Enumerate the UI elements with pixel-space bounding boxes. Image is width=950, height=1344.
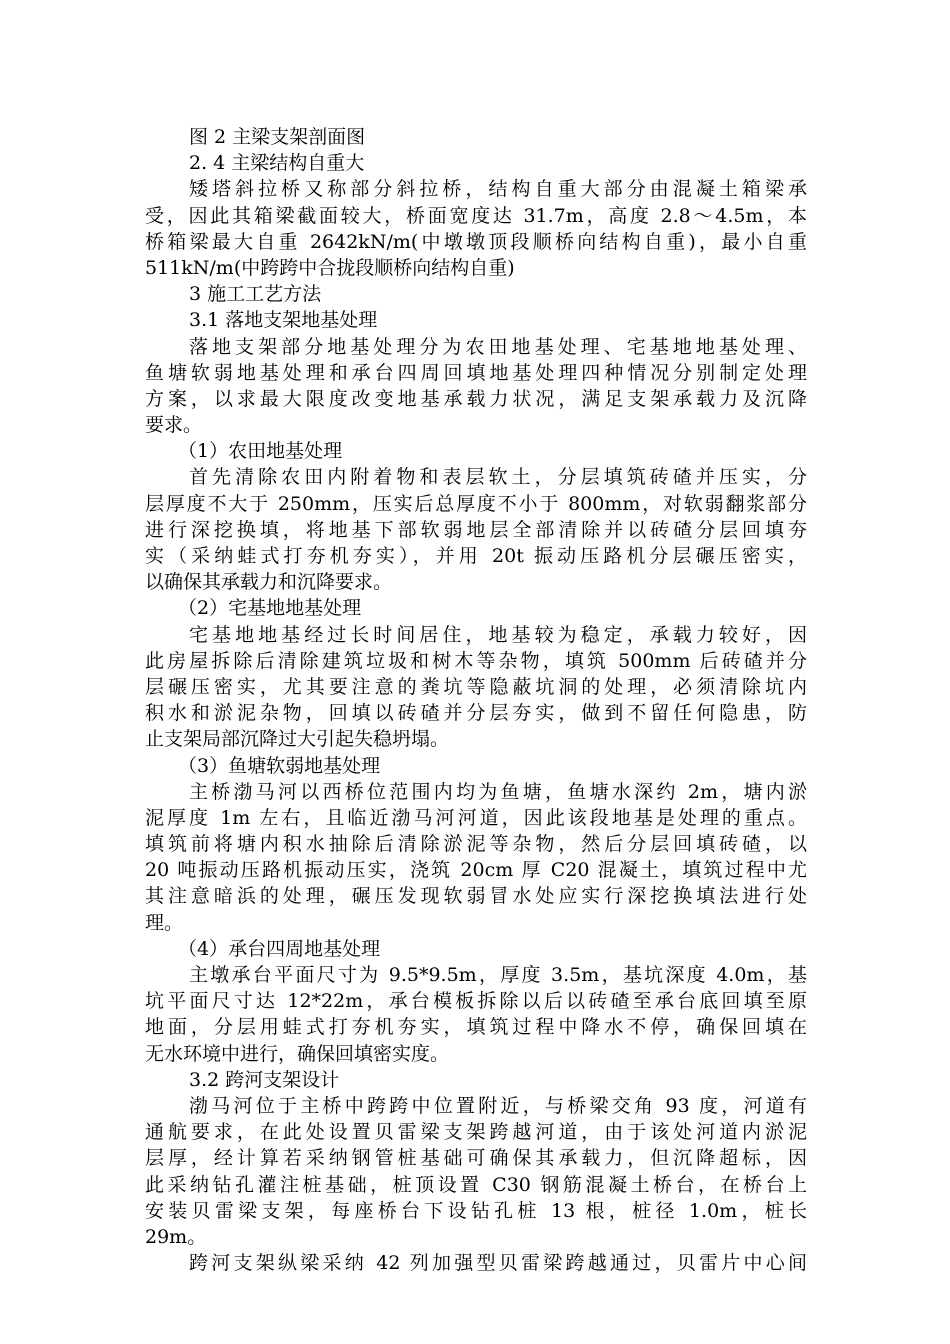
text-line: 渤马河位于主桥中跨跨中位置附近，与桥梁交角 93 度，河道有 bbox=[189, 1094, 807, 1117]
text-line: 积水和淤泥杂物，回填以砖碴并分层夯实，做到不留任何隐患，防 bbox=[145, 702, 807, 725]
text-line: 止支架局部沉降过大引起失稳坍塌。 bbox=[145, 728, 450, 751]
text-line: （4）承台四周地基处理 bbox=[178, 937, 381, 960]
text-line: 填筑前将塘内积水抽除后清除淤泥等杂物，然后分层回填砖碴，以 bbox=[145, 833, 807, 856]
text-line: 层碾压密实，尤其要注意的粪坑等隐蔽坑洞的处理，必须清除坑内 bbox=[145, 675, 807, 698]
text-line: 此房屋拆除后清除建筑垃圾和树木等杂物，填筑 500mm 后砖碴并分 bbox=[145, 649, 807, 672]
text-line: 图 2 主梁支架剖面图 bbox=[189, 126, 366, 148]
text-line: 无水环境中进行，确保回填密实度。 bbox=[145, 1042, 450, 1065]
text-line: 3.1 落地支架地基处理 bbox=[189, 309, 378, 332]
text-line: 进行深挖换填，将地基下部软弱地层全部清除并以砖碴分层回填夯 bbox=[145, 518, 807, 541]
text-line: 矮塔斜拉桥又称部分斜拉桥，结构自重大部分由混凝土箱梁承 bbox=[189, 178, 807, 201]
text-line: 20 吨振动压路机振动压实，浇筑 20cm 厚 C20 混凝土，填筑过程中尤 bbox=[145, 859, 807, 882]
text-line: 鱼塘软弱地基处理和承台四周回填地基处理四种情况分别制定处理 bbox=[145, 361, 807, 384]
text-line: （3）鱼塘软弱地基处理 bbox=[178, 754, 381, 777]
text-line: 安装贝雷梁支架，每座桥台下设钻孔桩 13 根，桩径 1.0m，桩长 bbox=[145, 1199, 807, 1222]
text-line: 跨河支架纵梁采纳 42 列加强型贝雷梁跨越通过，贝雷片中心间 bbox=[189, 1252, 807, 1275]
text-line: 桥箱梁最大自重 2642kN/m(中墩墩顶段顺桥向结构自重)，最小自重 bbox=[145, 230, 807, 253]
text-line: 首先清除农田内附着物和表层软土，分层填筑砖碴并压实，分 bbox=[189, 466, 807, 489]
text-line: 主墩承台平面尺寸为 9.5*9.5m，厚度 3.5m，基坑深度 4.0m，基 bbox=[189, 964, 807, 986]
text-line: 其注意暗浜的处理，碾压发现软弱冒水处应实行深挖换填法进行处 bbox=[145, 885, 807, 908]
text-line: 宅基地地基经过长时间居住，地基较为稳定，承载力较好，因 bbox=[189, 623, 807, 646]
text-line: 层厚度不大于 250mm，压实后总厚度不小于 800mm，对软弱翻浆部分 bbox=[145, 492, 807, 515]
text-line: 2. 4 主梁结构自重大 bbox=[189, 152, 365, 175]
text-line: 以确保其承载力和沉降要求。 bbox=[145, 571, 393, 594]
text-line: 29m。 bbox=[145, 1225, 207, 1248]
text-line: 此采纳钻孔灌注桩基础，桩顶设置 C30 钢筋混凝土桥台，在桥台上 bbox=[145, 1173, 807, 1196]
text-line: 层厚，经计算若采纳钢管桩基础可确保其承载力，但沉降超标，因 bbox=[145, 1147, 807, 1170]
text-line: （1）农田地基处理 bbox=[178, 440, 343, 463]
text-line: 主桥渤马河以西桥位范围内均为鱼塘，鱼塘水深约 2m，塘内淤 bbox=[189, 780, 807, 803]
text-line: 落地支架部分地基处理分为农田地基处理、宅基地地基处理、 bbox=[189, 335, 807, 358]
text-line: 地面，分层用蛙式打夯机夯实，填筑过程中降水不停，确保回填在 bbox=[145, 1016, 807, 1039]
text-line: 理。 bbox=[145, 911, 184, 934]
text-line: 坑平面尺寸达 12*22m，承台模板拆除以后以砖碴至承台底回填至原 bbox=[145, 990, 807, 1013]
text-line: （2）宅基地地基处理 bbox=[178, 597, 362, 620]
text-line: 实（采纳蛙式打夯机夯实），并用 20t 振动压路机分层碾压密实， bbox=[145, 545, 807, 567]
text-line: 泥厚度 1m 左右，且临近渤马河河道，因此该段地基是处理的重点。 bbox=[145, 806, 807, 829]
text-line: 通航要求，在此处设置贝雷梁支架跨越河道，由于该处河道内淤泥 bbox=[145, 1121, 807, 1144]
text-line: 3.2 跨河支架设计 bbox=[189, 1068, 340, 1091]
text-line: 要求。 bbox=[145, 414, 203, 437]
document-body bbox=[145, 124, 807, 1276]
text-line: 方案，以求最大限度改变地基承载力状况，满足支架承载力及沉降 bbox=[145, 387, 807, 410]
text-line: 受，因此其箱梁截面较大，桥面宽度达 31.7m，高度 2.8～4.5m，本 bbox=[145, 204, 807, 227]
text-line: 3 施工工艺方法 bbox=[189, 283, 322, 306]
text-line: 511kN/m(中跨跨中合拢段顺桥向结构自重) bbox=[145, 256, 515, 279]
